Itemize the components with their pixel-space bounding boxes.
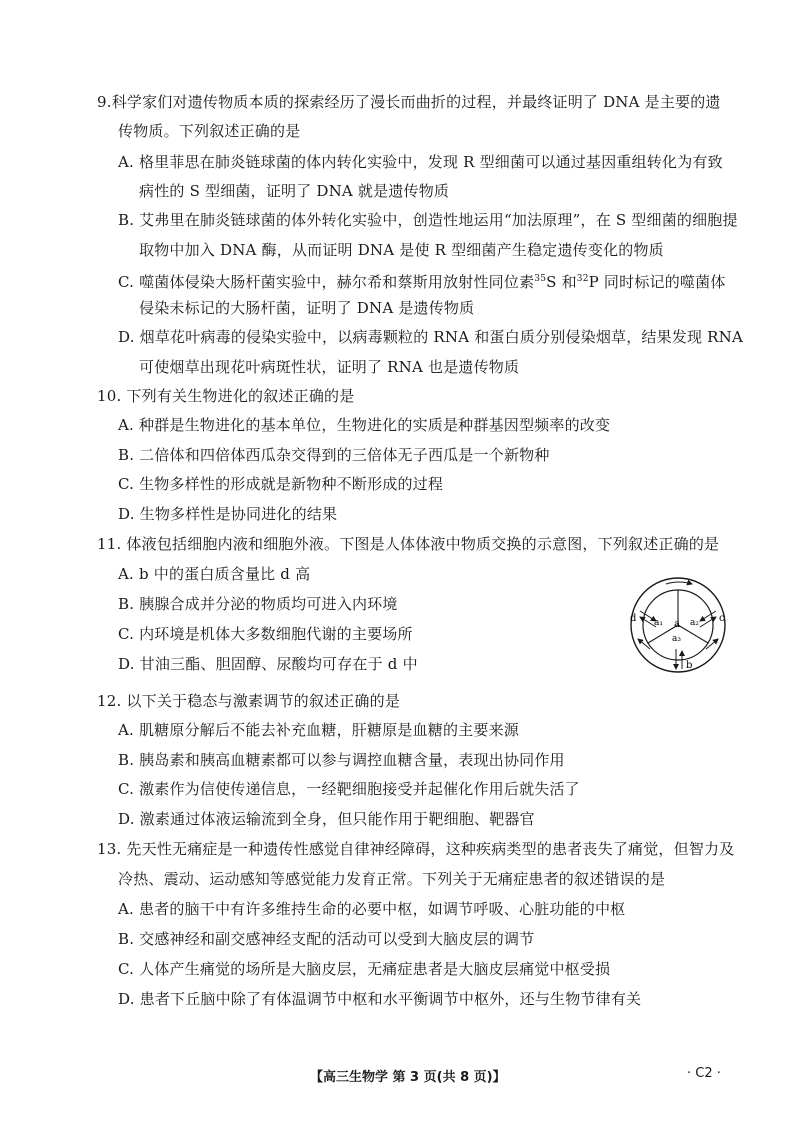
q9-option-c-text-mid: S 和 xyxy=(546,273,577,291)
q9-option-c-text-post: P 同时标记的噬菌体 xyxy=(588,273,726,291)
q10-option-a: A. 种群是生物进化的基本单位，生物进化的实质是种群基因型频率的改变 xyxy=(118,416,611,434)
q12-option-b: B. 胰岛素和胰高血糖素都可以参与调控血糖含量，表现出协同作用 xyxy=(118,751,565,769)
q12-option-c: C. 激素作为信使传递信息，一经靶细胞接受并起催化作用后就失活了 xyxy=(118,780,580,798)
q9-option-c-line1 xyxy=(118,268,726,293)
q10-option-c: C. 生物多样性的形成就是新物种不断形成的过程 xyxy=(118,475,444,493)
body-fluid-exchange-diagram xyxy=(626,575,730,675)
q9-option-d-line2: 可使烟草出现花叶病斑性状，证明了 RNA 也是遗传物质 xyxy=(139,358,520,376)
flow-arrow-top xyxy=(666,582,692,584)
q13-option-a: A. 患者的脑干中有许多维持生命的必要中枢，如调节呼吸、心脏功能的中枢 xyxy=(118,900,626,918)
q9-stem-line1: 9.科学家们对遗传物质本质的探索经历了漫长而曲折的过程，并最终证明了 DNA 是主要的遗 xyxy=(97,93,721,111)
page-footer-code: · C2 · xyxy=(687,1066,721,1081)
q9-option-a-line2: 病性的 S 型细菌，证明了 DNA 就是遗传物质 xyxy=(139,182,450,200)
q12-option-a: A. 肌糖原分解后不能去补充血糖，肝糖原是血糖的主要来源 xyxy=(118,721,519,739)
label-a: a xyxy=(674,619,680,630)
q9-option-c-text-pre: C. 噬菌体侵染大肠杆菌实验中，赫尔希和蔡斯用放射性同位素 xyxy=(118,273,535,291)
q10-option-b: B. 二倍体和四倍体西瓜杂交得到的三倍体无子西瓜是一个新物种 xyxy=(118,446,550,464)
body-fluid-diagram-svg xyxy=(626,575,730,675)
label-a1: a₁ xyxy=(654,618,663,628)
q9-option-c-sup2: 32 xyxy=(576,274,589,284)
q13-stem-line2: 冷热、震动、运动感知等感觉能力发育正常。下列关于无痛症患者的叙述错误的是 xyxy=(118,870,666,888)
q9-option-d-line1: D. 烟草花叶病毒的侵染实验中，以病毒颗粒的 RNA 和蛋白质分别侵染烟草，结果发现 RNA xyxy=(118,328,744,346)
q11-option-a: A. b 中的蛋白质含量比 d 高 xyxy=(118,565,311,583)
label-a2: a₂ xyxy=(690,618,699,628)
page-footer-label: 【高三生物学 第 3 页(共 8 页)】 xyxy=(310,1070,506,1085)
label-c: c xyxy=(719,613,725,624)
q9-option-a-line1: A. 格里菲思在肺炎链球菌的体内转化实验中，发现 R 型细菌可以通过基因重组转化为有致 xyxy=(118,153,723,171)
q11-stem: 11. 体液包括细胞内液和细胞外液。下图是人体体液中物质交换的示意图，下列叙述正确的是 xyxy=(97,535,720,553)
q12-stem: 12. 以下关于稳态与激素调节的叙述正确的是 xyxy=(97,692,401,710)
q10-option-d: D. 生物多样性是协同进化的结果 xyxy=(118,505,338,523)
q11-option-c: C. 内环境是机体大多数细胞代谢的主要场所 xyxy=(118,625,413,643)
q10-stem: 10. 下列有关生物进化的叙述正确的是 xyxy=(97,387,355,405)
q11-option-d: D. 甘油三酯、胆固醇、尿酸均可存在于 d 中 xyxy=(118,655,418,673)
flow-arrow-c-out xyxy=(700,617,716,627)
label-a3: a₃ xyxy=(672,634,681,644)
label-b: b xyxy=(686,660,693,671)
q9-option-c-line2: 侵染未标记的大肠杆菌，证明了 DNA 是遗传物质 xyxy=(139,299,475,317)
flow-arrow-c-in xyxy=(700,611,716,621)
q12-option-d: D. 激素通过体液运输流到全身，但只能作用于靶细胞、靶器官 xyxy=(118,810,535,828)
q13-stem-line1: 13. 先天性无痛症是一种遗传性感觉自律神经障碍，这种疾病类型的患者丧失了痛觉，但智力及 xyxy=(97,840,735,858)
q9-option-c-sup1: 35 xyxy=(534,274,547,284)
q13-option-c: C. 人体产生痛觉的场所是大脑皮层，无痛症患者是大脑皮层痛觉中枢受损 xyxy=(118,960,611,978)
q13-option-d: D. 患者下丘脑中除了有体温调节中枢和水平衡调节中枢外，还与生物节律有关 xyxy=(118,990,642,1008)
label-d: d xyxy=(630,613,637,624)
q9-stem-line2: 传物质。下列叙述正确的是 xyxy=(118,122,301,140)
q11-option-b: B. 胰腺合成并分泌的物质均可进入内环境 xyxy=(118,595,398,613)
q9-option-b-line1: B. 艾弗里在肺炎链球菌的体外转化实验中，创造性地运用“加法原理”，在 S 型细菌的细胞提 xyxy=(118,211,738,229)
q9-option-b-line2: 取物中加入 DNA 酶，从而证明 DNA 是使 R 型细菌产生稳定遗传变化的物质 xyxy=(139,241,664,259)
q13-option-b: B. 交感神经和副交感神经支配的活动可以受到大脑皮层的调节 xyxy=(118,930,535,948)
